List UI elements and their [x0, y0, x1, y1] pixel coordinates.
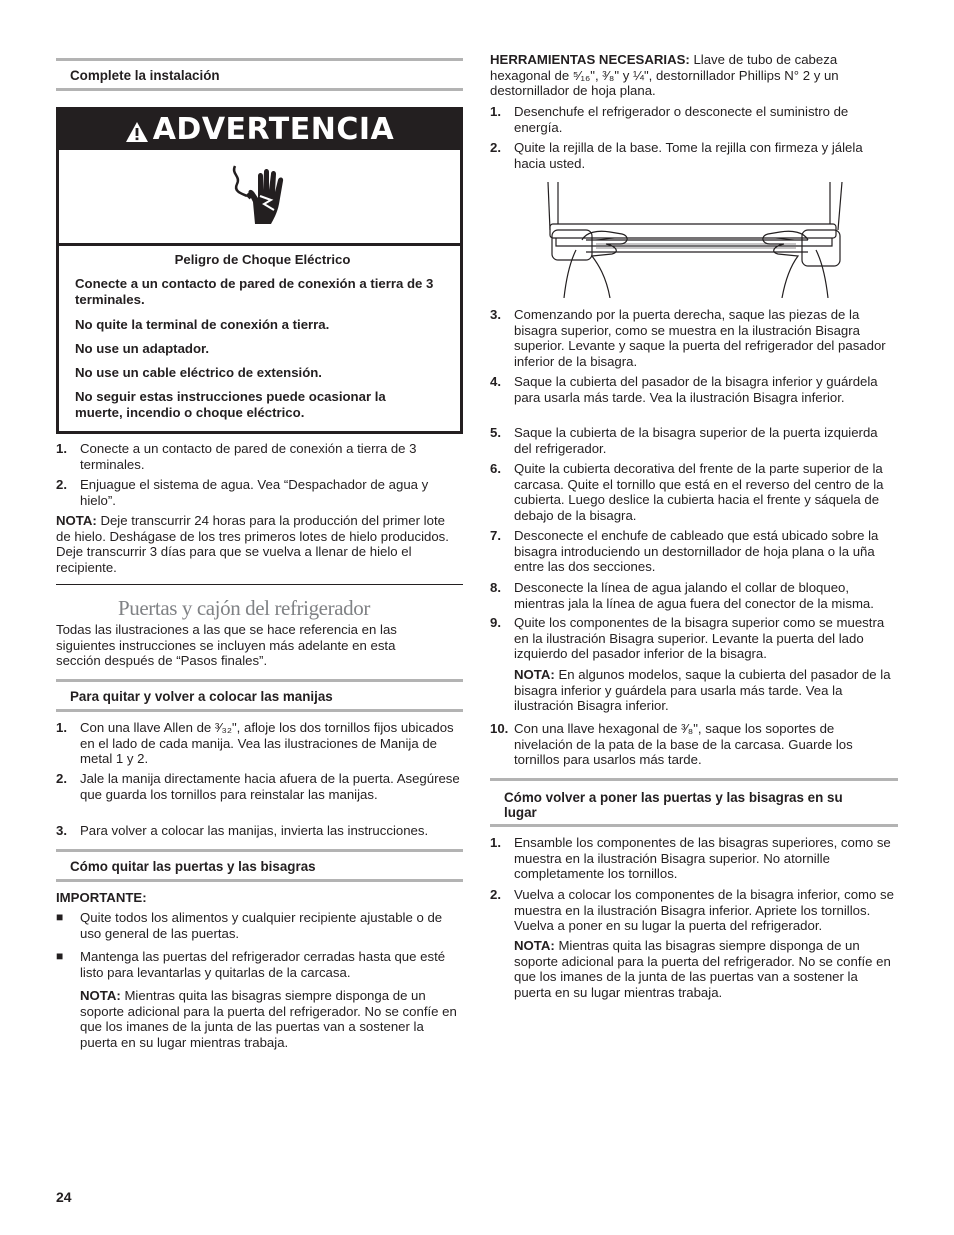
step-number: 2.: [490, 140, 501, 155]
warning-header: [59, 110, 460, 150]
section-band-replace: [490, 778, 898, 827]
base-grille-removal-illustration: [546, 180, 846, 302]
note-text: En algunos modelos, saque la cubierta del pasador de la bisagra inferior y guárdela para usarla más tarde. Vea la ilustración Bisagra inferior.: [514, 667, 891, 714]
warning-divider: [59, 243, 460, 246]
section-rule: [56, 584, 463, 585]
step-text: Vuelva a colocar los componentes de la bisagra inferior, como se muestra en la ilustración Bisagra inferior. Apriete los tornillos. Vuelva a poner en su lugar la puerta del refrigerador.: [514, 887, 894, 934]
note-label: NOTA:: [80, 988, 121, 1003]
note-label: NOTA:: [56, 513, 97, 528]
note-label: NOTA:: [514, 667, 555, 682]
note-paragraph: [514, 938, 898, 1000]
step-text: Enjuague el sistema de agua. Vea “Despachador de agua y hielo”.: [80, 477, 429, 508]
tools-text: Llave de tubo de cabeza hexagonal de ⁵⁄₁₆", ³⁄₈" y ¼", destornillador Phillips N° 2 y un destornillador de hoja plana.: [490, 52, 839, 99]
warning-line: No use un adaptador.: [75, 341, 210, 356]
step-number: 2.: [56, 771, 67, 786]
step-text: Desenchufe el refrigerador o desconecte el suministro de energía.: [514, 104, 849, 135]
bullet-square-icon: ■: [56, 949, 64, 963]
step-number: 6.: [490, 461, 501, 476]
bullet-text: Mantenga las puertas del refrigerador cerradas hasta que esté listo para levantarlas y quitarlas de la carcasa.: [80, 949, 446, 980]
step-text: Ensamble los componentes de las bisagras superiores, como se muestra en la ilustración Bisagra superior. No atornille completamente los tornillos.: [514, 835, 891, 882]
warning-title: ADVERTENCIA: [152, 112, 395, 147]
step-number: 2.: [490, 887, 501, 902]
important-label: IMPORTANTE:: [56, 890, 147, 905]
warning-line: Conecte a un contacto de pared de conexión a tierra de 3 terminales.: [75, 276, 434, 307]
note-text: Mientras quita las bisagras siempre disponga de un soporte adicional para la puerta del refrigerador. No se confíe en que los imanes de la junta de las puertas van a sostener la puerta en su lugar mientras trabaja.: [80, 988, 457, 1050]
step-text: Saque la cubierta del pasador de la bisagra inferior y guárdela para usarla más tarde. Vea la ilustración Bisagra inferior.: [514, 374, 878, 405]
step-text: Con una llave hexagonal de ³⁄₈", saque los soportes de nivelación de la pata de la base de la carcasa. Guarde los tornillos para usarlos más tarde.: [514, 721, 853, 768]
step-text: Para volver a colocar las manijas, invierta las instrucciones.: [80, 823, 429, 838]
warning-hazard: Peligro de Choque Eléctrico: [174, 252, 351, 267]
step-number: 10.: [490, 721, 509, 736]
step-number: 5.: [490, 425, 501, 440]
note-paragraph: [56, 513, 463, 575]
electric-shock-hand-icon: [227, 164, 289, 232]
step-text: Con una llave Allen de ³⁄₃₂", afloje los dos tornillos fijos ubicados en el lado de cada manija. Vea las ilustraciones de Manija de metal 1 y 2.: [80, 720, 454, 767]
note-text: Deje transcurrir 24 horas para la producción del primer lote de hielo. Deshágase de los tres primeros lotes de hielo producidos. Deje transcurrir 3 días para que se vuelva a llenar de hielo el recipiente.: [56, 513, 449, 575]
warning-line: No quite la terminal de conexión a tierra.: [75, 317, 330, 332]
tools-paragraph: [490, 52, 870, 99]
step-number: 3.: [490, 307, 501, 322]
note-paragraph: [80, 988, 463, 1050]
step-text: Desconecte la línea de agua jalando el collar de bloqueo, mientras jala la línea de agua fuera del conector de la misma.: [514, 580, 874, 611]
band-label: Cómo volver a poner las puertas y las bisagras en su lugar: [504, 790, 843, 820]
step-text: Conecte a un contacto de pared de conexión a tierra de 3 terminales.: [80, 441, 417, 472]
section-band-doors: [56, 849, 463, 882]
band-label: Cómo quitar las puertas y las bisagras: [70, 859, 316, 874]
step-number: 2.: [56, 477, 67, 492]
page-number: 24: [56, 1189, 72, 1205]
bullet-text: Quite todos los alimentos y cualquier recipiente ajustable o de uso general de las puertas.: [80, 910, 443, 941]
section-band-complete: [56, 58, 463, 91]
section-band-handles: [56, 679, 463, 712]
step-number: 1.: [490, 835, 501, 850]
note-text: Mientras quita las bisagras siempre disponga de un soporte adicional para la puerta del refrigerador. No se confíe en que los imanes de la junta de las puertas van a sostener la puerta en su lugar mientras trabaja.: [514, 938, 891, 1000]
step-text: Jale la manija directamente hacia afuera de la puerta. Asegúrese que guarda los tornillos para reinstalar las manijas.: [80, 771, 460, 802]
step-text: Desconecte el enchufe de cableado que está ubicado sobre la bisagra introduciendo un destornillador de hoja plana o la uña entre las dos secciones.: [514, 528, 879, 575]
step-number: 7.: [490, 528, 501, 543]
warning-box: [56, 107, 463, 434]
section-intro: Todas las ilustraciones a las que se hace referencia en las siguientes instrucciones se incluyen más adelante en esta sección después de “Pasos finales”.: [56, 622, 397, 669]
step-text: Quite los componentes de la bisagra superior como se muestra en la ilustración Bisagra superior. Levante la puerta del lado izquierdo del pasador inferior de la bisagra.: [514, 615, 885, 662]
step-number: 8.: [490, 580, 501, 595]
step-text: Quite la rejilla de la base. Tome la rejilla con firmeza y jálela hacia usted.: [514, 140, 863, 171]
step-number: 3.: [56, 823, 67, 838]
tools-label: HERRAMIENTAS NECESARIAS:: [490, 52, 690, 67]
note-label: NOTA:: [514, 938, 555, 953]
step-text: Comenzando por la puerta derecha, saque las piezas de la bisagra superior, como se muestra en la ilustración Bisagra superior. Levante y saque la puerta del refrigerador del pasador inferior de la bisagra.: [514, 307, 886, 369]
warning-triangle-icon: [125, 121, 149, 147]
band-label: Complete la instalación: [70, 68, 220, 83]
warning-line: No use un cable eléctrico de extensión.: [75, 365, 322, 380]
band-label: Para quitar y volver a colocar las manijas: [70, 689, 333, 704]
step-number: 1.: [56, 441, 67, 456]
note-paragraph: [514, 667, 898, 714]
step-number: 9.: [490, 615, 501, 630]
step-number: 1.: [490, 104, 501, 119]
warning-line: No seguir estas instrucciones puede ocasionar la muerte, incendio o choque eléctrico.: [75, 389, 386, 420]
section-title: Puertas y cajón del refrigerador: [118, 596, 370, 620]
bullet-square-icon: ■: [56, 910, 64, 924]
step-text: Saque la cubierta de la bisagra superior de la puerta izquierda del refrigerador.: [514, 425, 878, 456]
step-number: 4.: [490, 374, 501, 389]
step-number: 1.: [56, 720, 67, 735]
step-text: Quite la cubierta decorativa del frente de la parte superior de la carcasa. Quite el tornillo que está en el reverso del centro de la cubierta. Luego deslice la cubierta hacia el frente y sáquela de debajo de la bisagra.: [514, 461, 884, 523]
